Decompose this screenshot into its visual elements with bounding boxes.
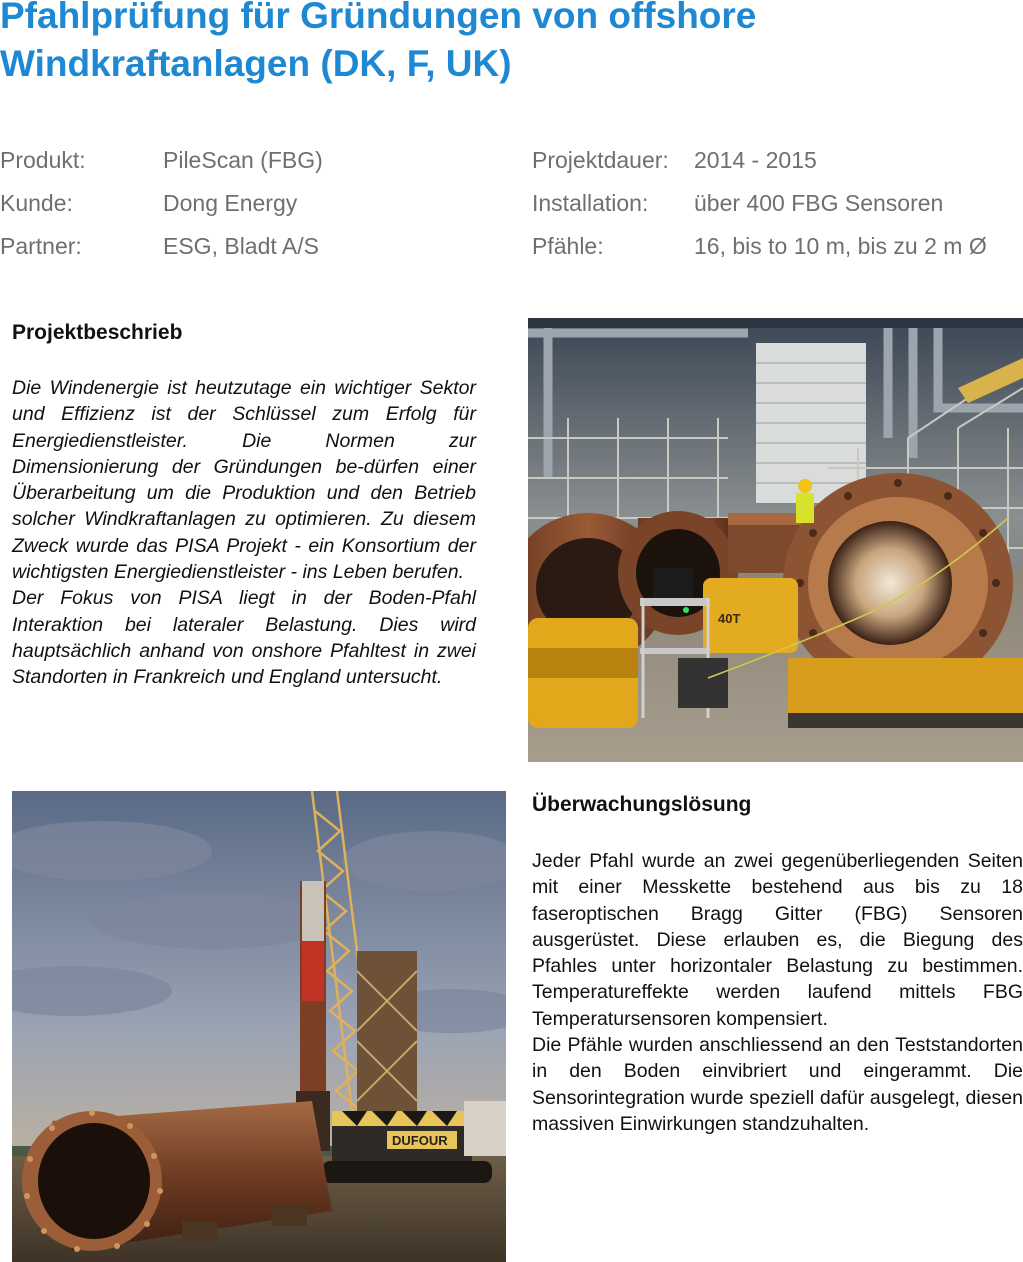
project-description-heading: Projektbeschrieb: [12, 321, 183, 344]
workshop-marking-text: 40T: [718, 611, 741, 626]
meta-row-partner: [0, 225, 500, 268]
paragraph: Der Fokus von PISA liegt in der Boden-Pfahl Interaktion bei lateraler Belastung. Dies wird hauptsächlich anhand von onshore Pfahltest in zwei Standorten in Frankreich und England untersucht.: [12, 587, 476, 689]
meta-row-piles: [532, 225, 1022, 268]
meta-value: Dong Energy: [163, 190, 298, 216]
monitoring-solution-heading: Überwachungslösung: [532, 793, 752, 816]
meta-row-customer: [0, 182, 500, 225]
meta-row-product: [0, 139, 500, 182]
meta-row-installation: [532, 182, 1022, 225]
meta-label: Pfähle:: [532, 233, 604, 259]
crane-brand-text: DUFOUR: [392, 1133, 448, 1148]
meta-row-duration: [532, 139, 1022, 182]
monitoring-solution-text: [532, 848, 1023, 1137]
paragraph: Die Windenergie ist heutzutage ein wichtiger Sektor und Effizienz ist der Schlüssel zum Erfolg für Energiedienstleister. Die Normen zur Dimensionierung der Gründungen be-dürfen einer Überarbeitung um die Produktion und den Betrieb solcher Windkraftanlagen zu optimieren. Zu diesem Zweck wurde das PISA Projekt - ein Konsortium der wichtigsten Energiedienstleister - ins Leben berufen.: [12, 377, 476, 584]
meta-value: PileScan (FBG): [163, 147, 323, 173]
meta-label: Projektdauer:: [532, 147, 669, 173]
project-description-text: [12, 375, 476, 691]
project-meta-right: [532, 139, 1022, 268]
meta-label: Installation:: [532, 190, 649, 216]
workshop-photo: [528, 318, 1023, 762]
crane-pile-photo: [12, 791, 506, 1262]
page-title: Pfahlprüfung für Gründungen von offshore Windkraftanlagen (DK, F, UK): [0, 0, 757, 84]
meta-value: 2014 - 2015: [694, 147, 817, 173]
paragraph: Jeder Pfahl wurde an zwei gegenüberliegenden Seiten mit einer Messkette bestehend aus bis zu 18 faseroptischen Bragg Gitter (FBG) Sensoren ausgerüstet. Diese erlauben es, die Biegung des Pfahles unter horizontaler Belastung zu bestimmen. Temperatureffekte werden laufend mittels FBG Temperatursensoren kompensiert.: [532, 850, 1023, 1030]
meta-value: 16, bis to 10 m, bis zu 2 m Ø: [694, 233, 987, 259]
meta-value: über 400 FBG Sensoren: [694, 190, 944, 216]
project-meta-left: [0, 139, 500, 268]
meta-label: Kunde:: [0, 190, 73, 216]
paragraph: Die Pfähle wurden anschliessend an den Teststandorten in den Boden einvibriert und eingerammt. Die Sensorintegration wurde speziell dafür ausgelegt, diesen massiven Einwirkungen standzuhalten.: [532, 1034, 1023, 1135]
meta-value: ESG, Bladt A/S: [163, 233, 319, 259]
meta-label: Partner:: [0, 233, 82, 259]
meta-label: Produkt:: [0, 147, 86, 173]
